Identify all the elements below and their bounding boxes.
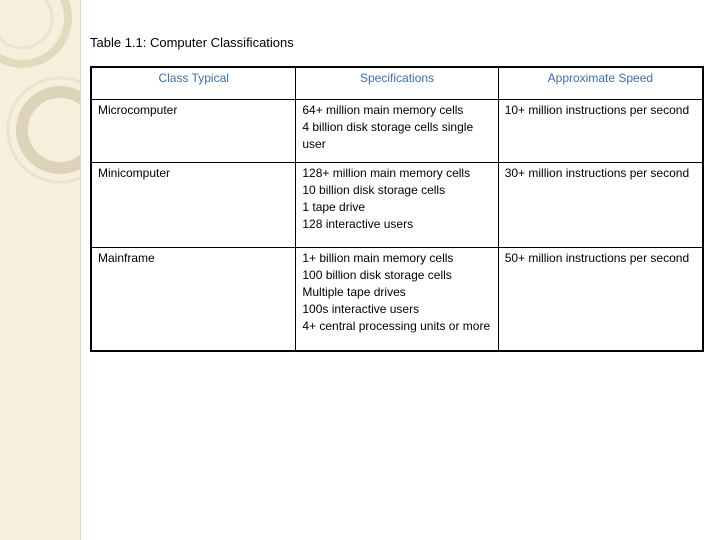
spec-line: 128+ million main memory cells	[302, 166, 471, 180]
cell-speed: 10+ million instructions per second	[498, 100, 703, 163]
cell-class: Microcomputer	[91, 100, 296, 163]
spec-line: 4+ central processing units or more	[302, 319, 491, 333]
header-specifications: Specifications	[296, 67, 498, 100]
table-row	[91, 163, 703, 248]
cell-speed: 30+ million instructions per second	[498, 163, 703, 248]
table-row	[91, 248, 703, 352]
cell-class: Mainframe	[91, 248, 296, 352]
cell-class: Minicomputer	[91, 163, 296, 248]
cell-speed: 50+ million instructions per second	[498, 248, 703, 352]
cell-specifications	[296, 248, 498, 352]
table-caption: Table 1.1: Computer Classifications	[90, 35, 294, 50]
decorative-side-strip	[0, 0, 81, 540]
computer-classifications-table	[90, 66, 704, 352]
spec-line: 128 interactive users	[302, 217, 414, 231]
table-header-row	[91, 67, 703, 100]
spec-line: 100 billion disk storage cells	[302, 268, 452, 282]
cell-specifications	[296, 163, 498, 248]
spec-line: 4 billion disk storage cells single user	[302, 120, 474, 151]
spec-line: 64+ million main memory cells	[302, 103, 464, 117]
spec-line: 100s interactive users	[302, 302, 420, 316]
spec-line: 1 tape drive	[302, 200, 366, 214]
header-speed: Approximate Speed	[498, 67, 703, 100]
header-class: Class Typical	[91, 67, 296, 100]
spec-line: 10 billion disk storage cells	[302, 183, 446, 197]
table-row	[91, 100, 703, 163]
spec-line: 1+ billion main memory cells	[302, 251, 454, 265]
spec-line: Multiple tape drives	[302, 285, 406, 299]
decorative-rings-graphic	[0, 0, 80, 540]
cell-specifications	[296, 100, 498, 163]
